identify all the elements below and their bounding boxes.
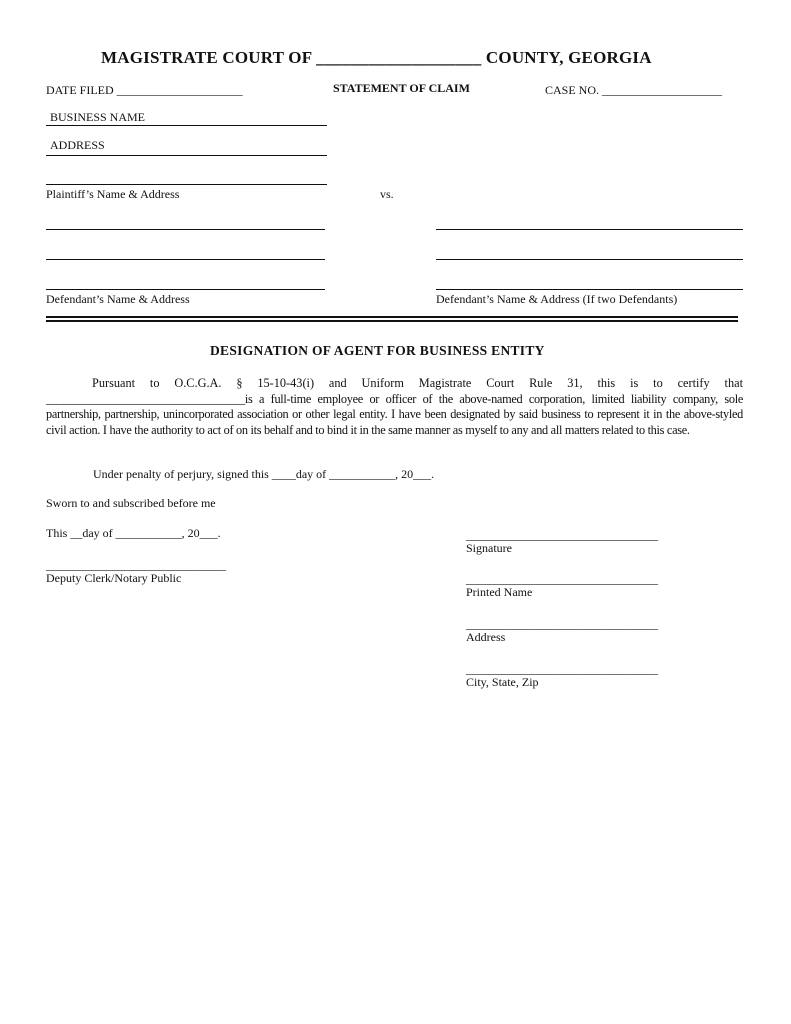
designation-paragraph xyxy=(46,376,743,438)
court-title xyxy=(101,48,652,68)
designation-heading: DESIGNATION OF AGENT FOR BUSINESS ENTITY xyxy=(210,343,545,358)
versus-label: vs. xyxy=(380,187,394,201)
printed-name-blank[interactable]: ________________________________ xyxy=(466,572,658,586)
section-divider-top xyxy=(46,316,738,318)
signature-label: Signature xyxy=(466,541,512,555)
second-defendant-line-3[interactable] xyxy=(436,289,743,290)
defendant-line-1[interactable] xyxy=(46,229,325,230)
signature-blank[interactable]: ________________________________ xyxy=(466,528,658,542)
court-suffix: COUNTY, GEORGIA xyxy=(485,48,652,67)
penalty-line[interactable]: Under penalty of perjury, signed this ____day of ___________, 20___. xyxy=(93,467,435,481)
plaintiff-name-address-label: Plaintiff’s Name & Address xyxy=(46,187,180,201)
business-name-line[interactable] xyxy=(46,125,327,126)
designation-line-1: Pursuant to O.C.G.A. § 15-10-43(i) and Uniform Magistrate Court Rule 31, this is to certify that xyxy=(92,376,743,390)
section-divider-bottom xyxy=(46,320,738,322)
city-state-zip-blank[interactable]: ________________________________ xyxy=(466,662,658,676)
second-defendant-line-2[interactable] xyxy=(436,259,743,260)
clerk-label: Deputy Clerk/Notary Public xyxy=(46,571,182,585)
clerk-signature-blank[interactable]: ______________________________ xyxy=(46,558,226,572)
defendant-line-3[interactable] xyxy=(46,289,325,290)
designation-body[interactable]: __________________________________is a full-time employee or officer of the above-named corporation, limited liability company, sole partnership, partnership, unincorporated association or other legal entity. I have been designated by said business to represent it in the above-styled civil action. I have the authority to act of on its behalf and to bind it in the same manner as myself to any and all matters related to this case. xyxy=(46,391,743,437)
statement-of-claim-title: STATEMENT OF CLAIM xyxy=(333,81,470,95)
defendant-label: Defendant’s Name & Address xyxy=(46,292,190,306)
business-name-label: BUSINESS NAME xyxy=(50,110,146,124)
this-day-line[interactable]: This __day of ___________, 20___. xyxy=(46,526,221,540)
sworn-line: Sworn to and subscribed before me xyxy=(46,496,216,510)
plaintiff-extra-line[interactable] xyxy=(46,184,327,185)
city-state-zip-label: City, State, Zip xyxy=(466,675,539,689)
second-defendant-label: Defendant’s Name & Address (If two Defendants) xyxy=(436,292,678,306)
printed-name-label: Printed Name xyxy=(466,585,533,599)
address-line[interactable] xyxy=(46,155,327,156)
court-prefix: MAGISTRATE COURT OF xyxy=(101,48,312,67)
address-blank[interactable]: ________________________________ xyxy=(466,617,658,631)
defendant-line-2[interactable] xyxy=(46,259,325,260)
county-blank[interactable]: ___________________ xyxy=(316,48,482,67)
signer-address-label: Address xyxy=(466,630,506,644)
second-defendant-line-1[interactable] xyxy=(436,229,743,230)
date-filed-field[interactable]: DATE FILED _____________________ xyxy=(46,83,243,97)
case-number-field[interactable]: CASE NO. ____________________ xyxy=(545,83,723,97)
address-label: ADDRESS xyxy=(50,138,105,152)
